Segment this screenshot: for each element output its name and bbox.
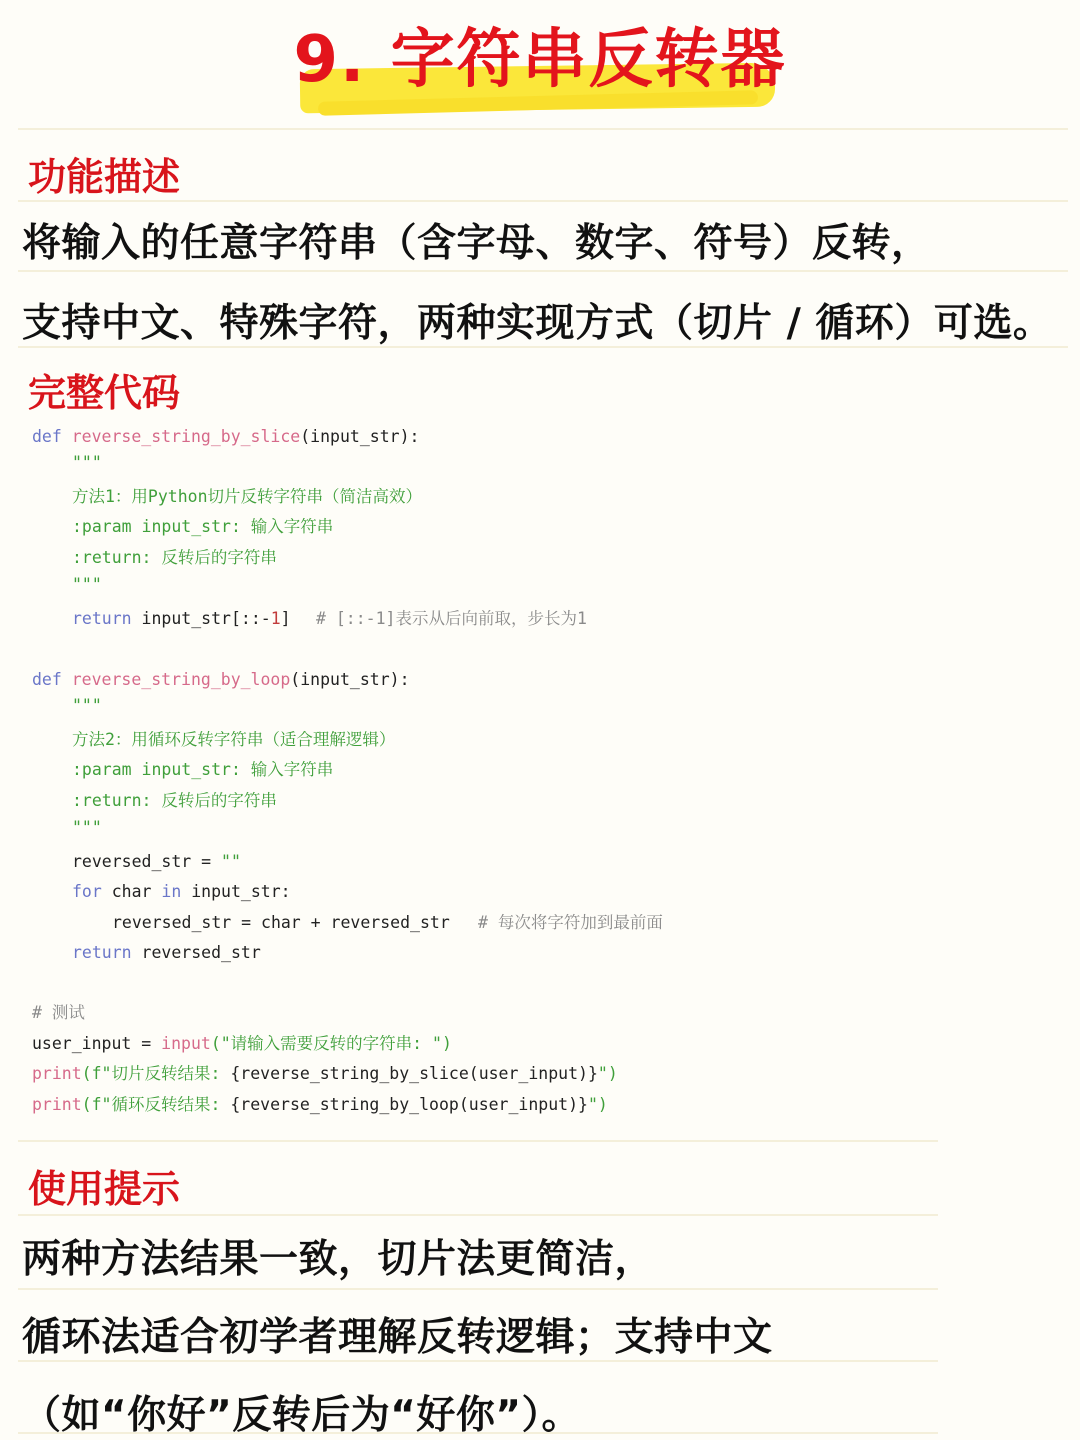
code-docstring: """ — [72, 818, 102, 837]
ruling-line — [18, 1214, 938, 1216]
code-keyword: def — [32, 670, 62, 689]
tips-line-2: 循环法适合初学者理解反转逻辑；支持中文 — [22, 1315, 773, 1360]
code-string: ") — [597, 1064, 618, 1083]
code-line: reversed_str = char + reversed_str — [112, 913, 450, 932]
title-area — [0, 0, 1080, 125]
code-docstring: """ — [72, 696, 102, 715]
page-title: 9. 字符串反转器 — [293, 23, 787, 97]
code-keyword: for — [72, 882, 102, 901]
code-text: reversed_str — [131, 943, 261, 962]
code-function-name: reverse_string_by_slice — [71, 427, 301, 446]
code-string: ("请输入需要反转的字符串: ") — [210, 1034, 452, 1053]
code-text: ] — [280, 609, 291, 628]
code-keyword: def — [32, 427, 62, 446]
code-string: (f"循环反转结果: — [81, 1095, 231, 1114]
code-text: input_str[::- — [131, 609, 271, 628]
code-line — [72, 942, 261, 964]
code-comment: # 每次将字符加到最前面 — [478, 913, 663, 932]
code-comment: # [::-1]表示从后向前取，步长为1 — [316, 609, 587, 628]
code-docstring: :param input_str: 输入字符串 — [72, 760, 334, 779]
section-heading-description: 功能描述 — [28, 155, 181, 199]
code-docstring: 方法1：用Python切片反转字符串（简洁高效） — [72, 487, 423, 506]
code-docstring: :return: 反转后的字符串 — [72, 548, 277, 567]
code-text: reversed_str = — [72, 852, 222, 871]
code-text: (input_str): — [290, 670, 410, 689]
code-docstring: :param input_str: 输入字符串 — [72, 517, 334, 536]
code-line — [72, 851, 241, 873]
code-line — [72, 881, 291, 903]
code-text: user_input = — [32, 1034, 162, 1053]
ruling-line — [18, 1288, 938, 1290]
code-text: input_str: — [181, 882, 291, 901]
code-line — [32, 1063, 618, 1085]
code-builtin: print — [32, 1064, 82, 1083]
code-function-name: reverse_string_by_loop — [71, 670, 291, 689]
ruling-line — [18, 128, 1068, 130]
section-heading-code: 完整代码 — [28, 371, 181, 415]
code-line — [72, 608, 291, 630]
code-builtin: print — [32, 1095, 82, 1114]
code-docstring: 方法2：用循环反转字符串（适合理解逻辑） — [72, 730, 396, 749]
code-comment: # 测试 — [32, 1003, 85, 1022]
code-text: (input_str): — [300, 427, 420, 446]
code-docstring: """ — [72, 453, 102, 472]
code-line — [32, 426, 419, 448]
tips-line-3: （如“你好”反转后为“好你”）。 — [22, 1393, 582, 1438]
code-keyword: return — [72, 943, 132, 962]
code-line — [32, 1094, 608, 1116]
code-docstring: """ — [72, 575, 102, 594]
code-keyword: return — [72, 609, 132, 628]
code-text: {reverse_string_by_loop(user_input)} — [230, 1095, 588, 1114]
section-heading-tips: 使用提示 — [28, 1167, 181, 1211]
description-line-2: 支持中文、特殊字符，两种实现方式（切片 / 循环）可选。 — [22, 301, 1053, 346]
code-builtin: input — [161, 1034, 211, 1053]
ruling-line — [18, 270, 1068, 272]
code-text: {reverse_string_by_slice(user_input)} — [230, 1064, 598, 1083]
code-string: (f"切片反转结果: — [81, 1064, 231, 1083]
ruling-line — [18, 1140, 938, 1142]
code-string: "" — [221, 852, 241, 871]
description-line-1: 将输入的任意字符串（含字母、数字、符号）反转， — [22, 221, 931, 266]
code-line — [32, 1033, 452, 1055]
code-docstring: :return: 反转后的字符串 — [72, 791, 277, 810]
code-text: char — [101, 882, 162, 901]
tips-line-1: 两种方法结果一致，切片法更简洁， — [22, 1237, 655, 1282]
code-line — [32, 669, 410, 691]
code-number: 1 — [270, 609, 281, 628]
code-string: ") — [587, 1095, 608, 1114]
code-keyword: in — [161, 882, 182, 901]
